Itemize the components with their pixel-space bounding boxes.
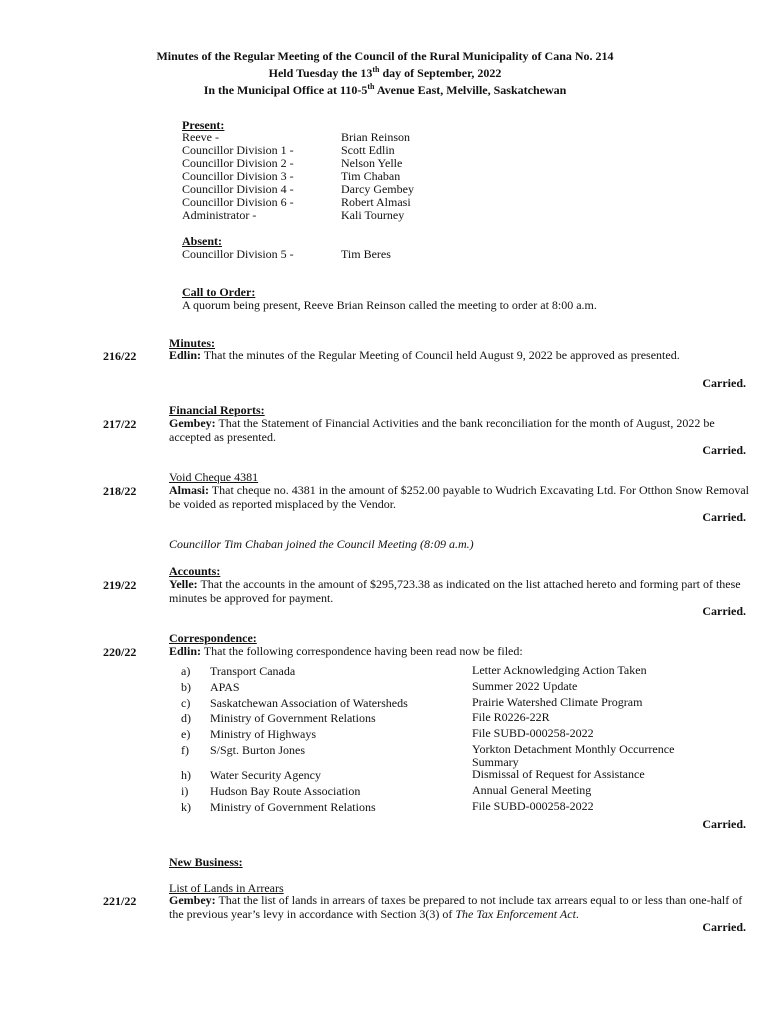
present-name: Brian Reinson <box>341 130 410 144</box>
document-title <box>0 48 770 99</box>
lands-in-arrears-heading: List of Lands in Arrears <box>169 881 284 895</box>
carried-label: Carried. <box>702 376 746 390</box>
present-role: Councillor Division 6 - <box>182 195 294 209</box>
corr-letter: d) <box>181 711 191 725</box>
carried-label: Carried. <box>702 510 746 524</box>
carried-label: Carried. <box>702 443 746 457</box>
motion-text: Yelle: That the accounts in the amount of $295,723.38 as indicated on the list attached hereto and forming part of these minutes be approved for payment. <box>169 577 741 605</box>
present-heading: Present: <box>182 118 225 132</box>
corr-letter: k) <box>181 800 191 814</box>
corr-subject: Summer 2022 Update <box>472 679 578 693</box>
motion-number: 221/22 <box>103 894 137 908</box>
present-name: Tim Chaban <box>341 169 401 183</box>
present-role: Councillor Division 1 - <box>182 143 294 157</box>
title-line-1: Minutes of the Regular Meeting of the Council of the Rural Municipality of Cana No. 214 <box>156 49 614 63</box>
corr-letter: e) <box>181 727 191 741</box>
present-names <box>341 131 541 222</box>
corr-subject: Annual General Meeting <box>472 783 592 797</box>
corr-letter: f) <box>181 743 189 757</box>
motion-number: 217/22 <box>103 417 137 431</box>
present-role: Councillor Division 4 - <box>182 182 294 196</box>
present-role: Councillor Division 2 - <box>182 156 294 170</box>
corr-from: Hudson Bay Route Association <box>210 784 361 798</box>
carried-label: Carried. <box>702 604 746 618</box>
corr-subject: File SUBD-000258-2022 <box>472 726 594 740</box>
corr-from: APAS <box>210 680 240 694</box>
call-to-order-heading: Call to Order: <box>182 285 256 299</box>
present-name: Robert Almasi <box>341 195 411 209</box>
financial-reports-heading: Financial Reports: <box>169 403 265 417</box>
motion-text: Almasi: That cheque no. 4381 in the amount of $252.00 payable to Wudrich Excavating Ltd. For Otthon Snow Removal be voided as reported misplaced by the Vendor. <box>169 483 749 511</box>
new-business-heading: New Business: <box>169 855 243 869</box>
motion-number: 220/22 <box>103 645 137 659</box>
corr-subject: Letter Acknowledging Action Taken <box>472 663 647 677</box>
corr-letter: i) <box>181 784 189 798</box>
motion-text: Gembey: That the Statement of Financial Activities and the bank reconciliation for the month of August, 2022 be accepted as presented. <box>169 416 715 444</box>
minutes-heading: Minutes: <box>169 336 215 350</box>
corr-subject: File SUBD-000258-2022 <box>472 799 594 813</box>
motion-number: 216/22 <box>103 349 137 363</box>
motion-text: Edlin: That the minutes of the Regular Meeting of Council held August 9, 2022 be approved as presented. <box>169 348 680 362</box>
motion-number: 218/22 <box>103 484 137 498</box>
present-roles <box>182 131 332 222</box>
corr-from: Ministry of Government Relations <box>210 800 376 814</box>
corr-subject: File R0226-22R <box>472 710 550 724</box>
title-line-3: In the Municipal Office at 110-5th Avenue East, Melville, Saskatchewan <box>203 82 567 97</box>
corr-from: Transport Canada <box>210 664 296 678</box>
corr-subject: Yorkton Detachment Monthly Occurrence Summary <box>472 742 675 769</box>
present-name: Darcy Gembey <box>341 182 414 196</box>
corr-from: Saskatchewan Association of Watersheds <box>210 696 408 710</box>
corr-letter: b) <box>181 680 191 694</box>
present-name: Kali Tourney <box>341 208 405 222</box>
corr-from: Ministry of Highways <box>210 727 316 741</box>
corr-from: Water Security Agency <box>210 768 321 782</box>
joined-note: Councillor Tim Chaban joined the Council Meeting (8:09 a.m.) <box>169 537 474 551</box>
corr-from: S/Sgt. Burton Jones <box>210 743 306 757</box>
corr-letter: c) <box>181 696 191 710</box>
present-name: Scott Edlin <box>341 143 395 157</box>
carried-label: Carried. <box>702 817 746 831</box>
corr-letter: a) <box>181 664 191 678</box>
corr-subject: Dismissal of Request for Assistance <box>472 767 645 781</box>
present-role: Councillor Division 3 - <box>182 169 294 183</box>
absent-name: Tim Beres <box>341 247 391 261</box>
correspondence-heading: Correspondence: <box>169 631 257 645</box>
carried-label: Carried. <box>702 920 746 934</box>
title-line-2: Held Tuesday the 13th day of September, 2022 <box>268 65 502 80</box>
void-cheque-heading: Void Cheque 4381 <box>169 470 259 484</box>
motion-number: 219/22 <box>103 578 137 592</box>
corr-subject: Prairie Watershed Climate Program <box>472 695 643 709</box>
absent-role: Councillor Division 5 - <box>182 247 294 261</box>
motion-text: Gembey: That the list of lands in arrears of taxes be prepared to not include tax arrears equal to or less than one-half of the previous year’s levy in accordance with Section 3(3) of The Tax Enforcement Act. <box>169 893 743 921</box>
present-role: Reeve - <box>182 130 219 144</box>
corr-letter: h) <box>181 768 191 782</box>
absent-heading: Absent: <box>182 234 223 248</box>
present-name: Nelson Yelle <box>341 156 403 170</box>
call-to-order-text: A quorum being present, Reeve Brian Reinson called the meeting to order at 8:00 a.m. <box>182 298 597 312</box>
accounts-heading: Accounts: <box>169 564 221 578</box>
motion-text: Edlin: That the following correspondence having been read now be filed: <box>169 644 523 658</box>
corr-from: Ministry of Government Relations <box>210 711 376 725</box>
present-role: Administrator - <box>182 208 257 222</box>
